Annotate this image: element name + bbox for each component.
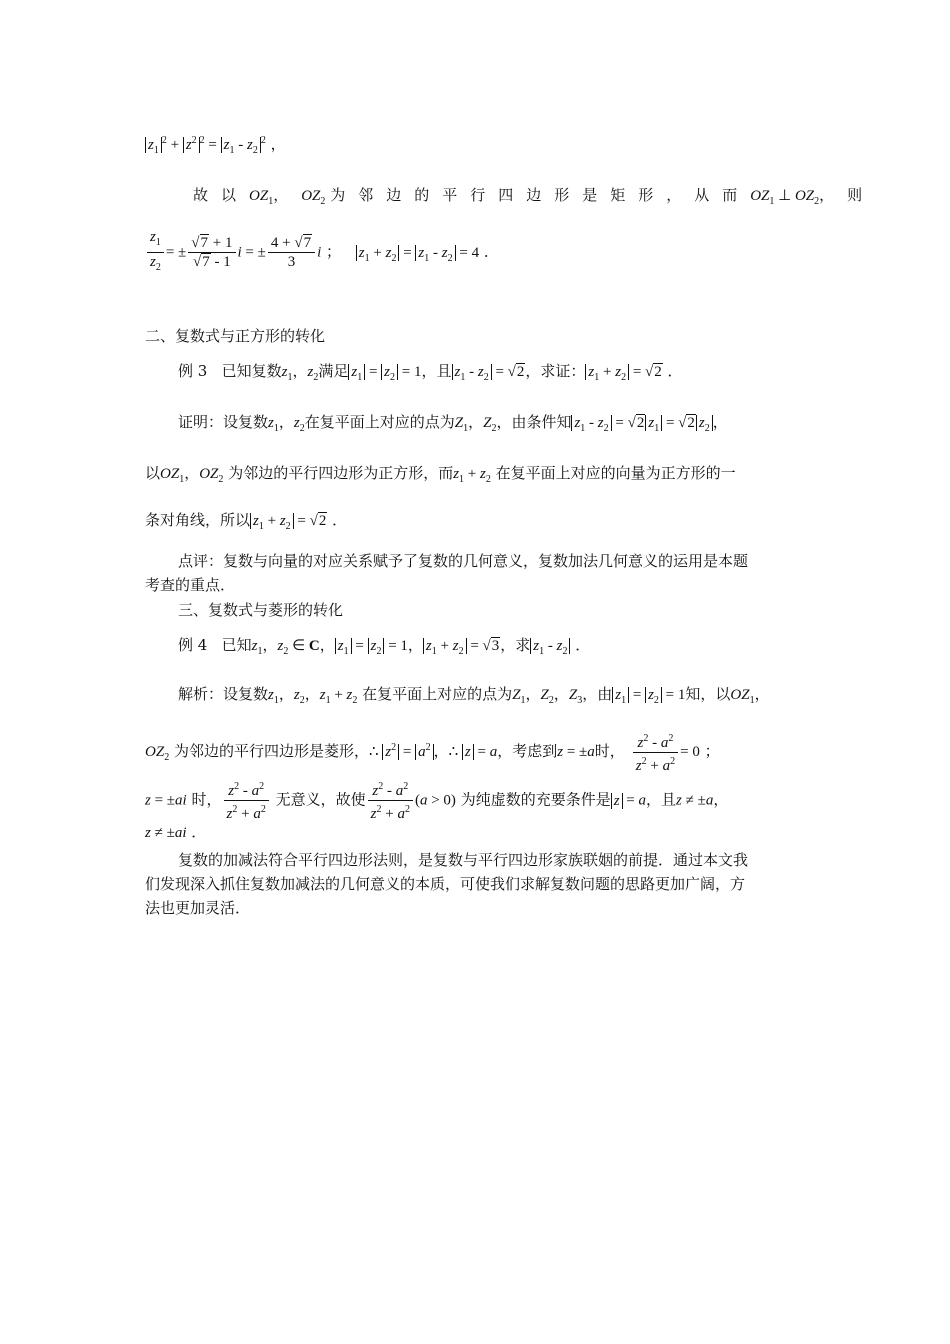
text-span: ，由: [582, 685, 613, 703]
text-span: 在复平面上对应的点为: [304, 413, 455, 431]
proof-line-3: 条对角线，所以 $z_1 + z_2 = √2$ ．: [145, 511, 348, 532]
solution-line-3: z = ±ai 时， $\frac{z^2 - a^2}{z^2 + a^2}$ 无意义，故使 $\frac{z^2 - a^2}{z^2 + a^2}$ (a > 0) 为纯虚数的充要条件是 z = a，且z ≠ ±a，: [145, 778, 728, 823]
closing-line-1: 复数的加减法符合平行四边形法则，是复数与平行四边形家族联姻的前提．通过本文我: [178, 851, 749, 869]
text-span: ，考虑到: [497, 742, 558, 760]
text-span: 在复平面上对应的点为: [362, 685, 513, 703]
text-span: 为邻边的平行四边形为正方形，而: [228, 464, 454, 482]
section-heading-square: 二、复数式与正方形的转化: [145, 327, 326, 345]
text-span: 在复平面上对应的向量为正方形的一: [495, 464, 736, 482]
comment-line-1: 点评：复数与向量的对应关系赋予了复数的几何意义，复数加法几何意义的运用是本题: [178, 552, 749, 570]
text-span: 例 3: [178, 362, 208, 380]
comment-line-2: 考查的重点．: [145, 576, 236, 594]
text-span: 故以: [193, 186, 250, 204]
text-span: 例 4: [178, 636, 208, 654]
example-4: 例 4 已知$z_1$，$z_2$ ∈ C， $z_1 = z_2 = 1$， $z_1 + z_2 = √3$，求 $z_1 - z_2$ ．: [178, 636, 591, 657]
text-span: ，则: [819, 186, 876, 204]
closing-line-3: 法也更加灵活．: [145, 899, 251, 917]
text-span: 已知: [221, 636, 252, 654]
section-heading-rhombus: 三、复数式与菱形的转化: [178, 601, 344, 619]
text-span: 为纯虚数的充要条件是: [460, 790, 611, 809]
text-span: 解析：设复数: [178, 685, 269, 703]
solution-line-1: 解析：设复数$z_1$，$z_2$，$z_1 + z_2$ 在复平面上对应的点为$Z_1$，$Z_2$，$Z_3$，由 $z_1 = z_2 = 1$知，以$OZ_1$，: [178, 685, 770, 706]
text-span: ，求证：: [525, 362, 586, 380]
closing-line-2: 们发现深入抓住复数加减法的几何意义的本质，可使我们求解复数问题的思路更加广阔，方: [145, 875, 746, 893]
text-span: 为邻边的平行四边形是矩形，从而: [330, 186, 751, 204]
text-span: 条对角线，所以: [145, 511, 251, 529]
text-span: 已知复数: [221, 362, 282, 380]
text-span: 为邻边的平行四边形是菱形，: [173, 742, 369, 760]
text-span: 以: [145, 464, 161, 482]
text-span: 无意义，故使: [275, 790, 366, 809]
rectangle-conclusion-line: 故以$OZ_1$，$OZ_2$ 为邻边的平行四边形是矩形，从而$OZ_1$ ⊥ $OZ_2$，则: [193, 186, 876, 207]
text-span: ，由条件知: [496, 413, 572, 431]
proof-line-2: 以$OZ_1$，$OZ_2$ 为邻边的平行四边形为正方形，而$z_1 + z_2$ 在复平面上对应的向量为正方形的一: [145, 464, 736, 485]
equation-quotient: $\frac{z_1}{z_2}$ = ± $\frac{√7 + 1}{√7 - 1}$ i = ± $\frac{4 + √7}{3}$ i ； $z_1 + z_2 = z_1 - z_2 = 4$ ．: [145, 228, 499, 279]
text-span: ，且: [421, 362, 452, 380]
equation-modulus-sum: $z_1^2 + z^2$ $^2 = z_1 - z_2^2$ ，: [145, 131, 286, 161]
text-span: ，且: [646, 790, 677, 809]
text-span: ，: [273, 186, 302, 204]
solution-line-4: z ≠ ±ai ．: [145, 823, 207, 841]
text-span: 证明：设复数: [178, 413, 269, 431]
text-span: 满足: [318, 362, 349, 380]
proof-line-1: 证明：设复数$z_1$，$z_2$在复平面上对应的点为$Z_1$，$Z_2$，由条件知 $z_1 - z_2 = √2$ $z_1 = √2$ $z_2$ ，: [178, 413, 728, 434]
example-3: 例 3 已知复数$z_1$，$z_2$满足 $z_1 = z_2 = 1$，且 $z_1 - z_2 = √2$，求证： $z_1 + z_2 = √2$ ．: [178, 362, 683, 383]
text-span: 知，以: [685, 685, 731, 703]
text-span: ，求: [500, 636, 531, 654]
solution-line-2: $OZ_2$ 为邻边的平行四边形是菱形，∴ $z^2 = a^2$ ，∴ z = a，考虑到z = ±a时， $\frac{z^2 - a^2}{z^2 + a^2}$ = 0 ；: [145, 728, 720, 778]
text-span: 时，: [594, 742, 625, 760]
text-span: 时，: [191, 790, 222, 809]
